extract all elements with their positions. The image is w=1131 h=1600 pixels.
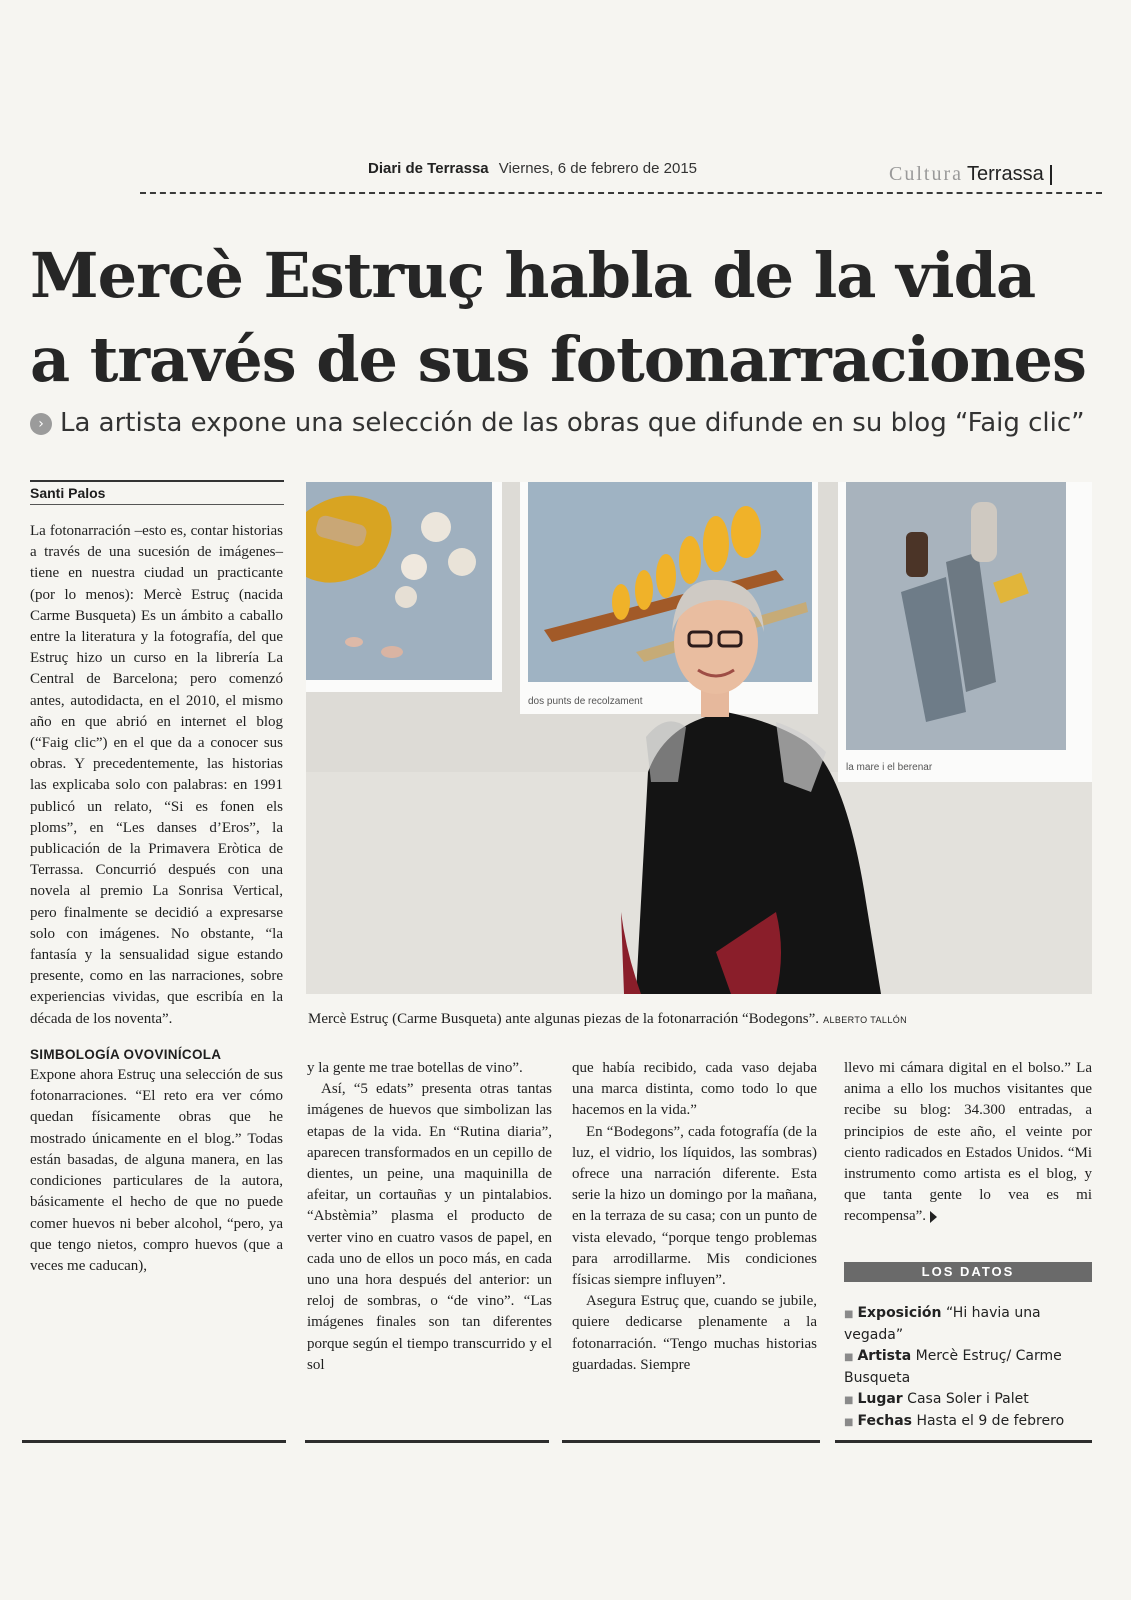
photo-panel-label-2: la mare i el berenar [846,762,933,773]
info-label: Fechas [857,1413,912,1429]
square-bullet-icon: ■ [844,1417,854,1428]
section-label [889,163,1052,186]
info-value: “Hi havia una vegada” [844,1305,1041,1343]
footer-rule-2 [305,1440,549,1443]
info-value: Casa Soler i Palet [907,1391,1029,1407]
page-header [368,160,697,177]
headline [30,234,1110,402]
footer-rule-4 [835,1440,1092,1443]
article-column-3 [572,1058,817,1376]
info-value: Hasta el 9 de febrero [916,1413,1065,1429]
info-label: Exposición [857,1305,942,1321]
info-box [844,1303,1094,1433]
info-item-artist [844,1346,1094,1389]
square-bullet-icon: ■ [844,1395,854,1406]
article-photo [306,482,1092,994]
issue-date: Viernes, 6 de febrero de 2015 [498,160,697,177]
column-1-paragraph-1: La fotonarración –esto es, contar historias a través de una sucesión de imágenes– tiene en nuestra ciudad un practicante (por lo menos): Mercè Estruç (nacida Carme Busqueta) Es un ámbito a caballo entre la literatura y la fotografía, del que Estruç hizo un curso en la librería La Central de Barcelona; pero comenzó antes, autodidacta, en el 2010, el mismo año en que abrió en internet el blog (“Faig clic”) en el que da a conocer sus obras. Y precedentemente, las historias las explicaba solo con palabras: en 1991 publicó un relato, “Si es fonen els ploms”, en “Les danses d’Eros”, la publicación de la Primavera Eròtica de Terrassa. Concurrió después con una novela al premio La Sonrisa Vertical, pero finalmente se decidió a expresarse solo con imágenes. No obstante, “la fantasía y la sensualidad sigue estando presente, como en las narraciones, sobre experiencias vividas, que escribía en la década de los noventa”. [30,523,283,1027]
headline-line-2: a través de sus fotonarraciones [30,323,1086,396]
info-item-exhibition [844,1303,1094,1346]
column-2-paragraph-1: y la gente me trae botellas de vino”. [307,1060,523,1076]
byline-rule-bottom [30,504,284,505]
newspaper-name: Diari de Terrassa [368,160,489,177]
caption-text: Mercè Estruç (Carme Busqueta) ante algunas piezas de la fotonarración “Bodegons”. [308,1011,820,1027]
photo-panel-label-1: dos punts de recolzament [528,696,643,707]
section-subhead: SIMBOLOGÍA OVOVINÍCOLA [30,1046,222,1062]
info-label: Artista [857,1348,912,1364]
square-bullet-icon: ■ [844,1352,854,1363]
column-2-paragraph-2: Así, “5 edats” presenta otras tantas imágenes de huevos que simbolizan las etapas de la vida. En “Rutina diaria”, aparecen transformados en un cepillo de dientes, un peine, una maquinilla de afeitar, un cortauñas y un pintalabios. “Abstèmia” plasma el producto de verter vino en cuatro vasos de papel, en cada uno de ellos un poco más, en cada uno una hora después del anterior: un reloj de sombras, o “de vino”. “Las imágenes finales son tan diferentes porque según el tiempo transcurrido y el sol [307,1081,552,1373]
info-item-dates [844,1411,1094,1433]
subheadline [30,408,1110,438]
column-4-paragraph-1 [844,1058,1092,1228]
section-city: Terrassa [967,163,1044,185]
info-box-title: LOS DATOS [844,1262,1092,1282]
article-column-2 [307,1058,552,1376]
headline-line-1: Mercè Estruç habla de la vida [30,239,1036,312]
column-3-paragraph-3: Asegura Estruç que, cuando se jubile, quiere dedicarse plenamente a la fotonarración. “Tengo muchas historias guardadas. Siempre [572,1293,817,1373]
section-divider [1050,165,1052,185]
article-column-1 [30,521,283,1277]
column-1-paragraph-2: Expone ahora Estruç una selección de sus fotonarraciones. “El reto era ver cómo quedan físicamente obras que he mostrado únicamente en el blog.” Todas están basadas, de alguna manera, en las condiciones particulares de la autora, básicamente el hecho de que no puede comer huevos ni beber alcohol, “pero, ya que tengo nietos, compro huevos (que a veces me caducan), [30,1067,283,1274]
byline: Santi Palos [30,485,106,501]
photo-credit: ALBERTO TALLÓN [823,1015,908,1025]
photo-caption [308,1011,1098,1028]
info-item-place [844,1389,1094,1411]
info-label: Lugar [857,1391,903,1407]
subheadline-text: La artista expone una selección de las obras que difunde en su blog “Faig clic” [60,408,1085,438]
header-rule [140,192,1102,194]
column-3-paragraph-2: En “Bodegons”, cada fotografía (de la luz, el vidrio, los líquidos, las sombras) ofrece una narración diferente. Esta serie la hizo un domingo por la mañana, en la terraza de su casa; con un punto de vista elevado, “porque tengo problemas para arrodillarme. Mis condiciones físicas siempre influyen”. [572,1123,817,1289]
photo-illustration [306,482,1092,994]
section-name: Cultura [889,163,963,185]
arrow-bullet-icon: › [30,413,52,435]
column-4-text: llevo mi cámara digital en el bolso.” La anima a ello los muchos visitantes que recibe su blog: 34.300 entradas, a principios de este año, el veinte por ciento radicados en Estados Unidos. “Mi instrumento como artista es el blog, y que tanta gente lo vea es mi recompensa”. [844,1060,1092,1225]
byline-rule-top [30,480,284,482]
end-of-article-icon [930,1211,937,1223]
article-column-4 [844,1058,1092,1228]
footer-rule-3 [562,1440,820,1443]
square-bullet-icon: ■ [844,1309,854,1320]
info-value: Mercè Estruç/ Carme Busqueta [844,1348,1062,1386]
column-3-paragraph-1: que había recibido, cada vaso dejaba una marca distinta, como todo lo que hacemos en la vida.” [572,1060,817,1119]
footer-rule-1 [22,1440,286,1443]
